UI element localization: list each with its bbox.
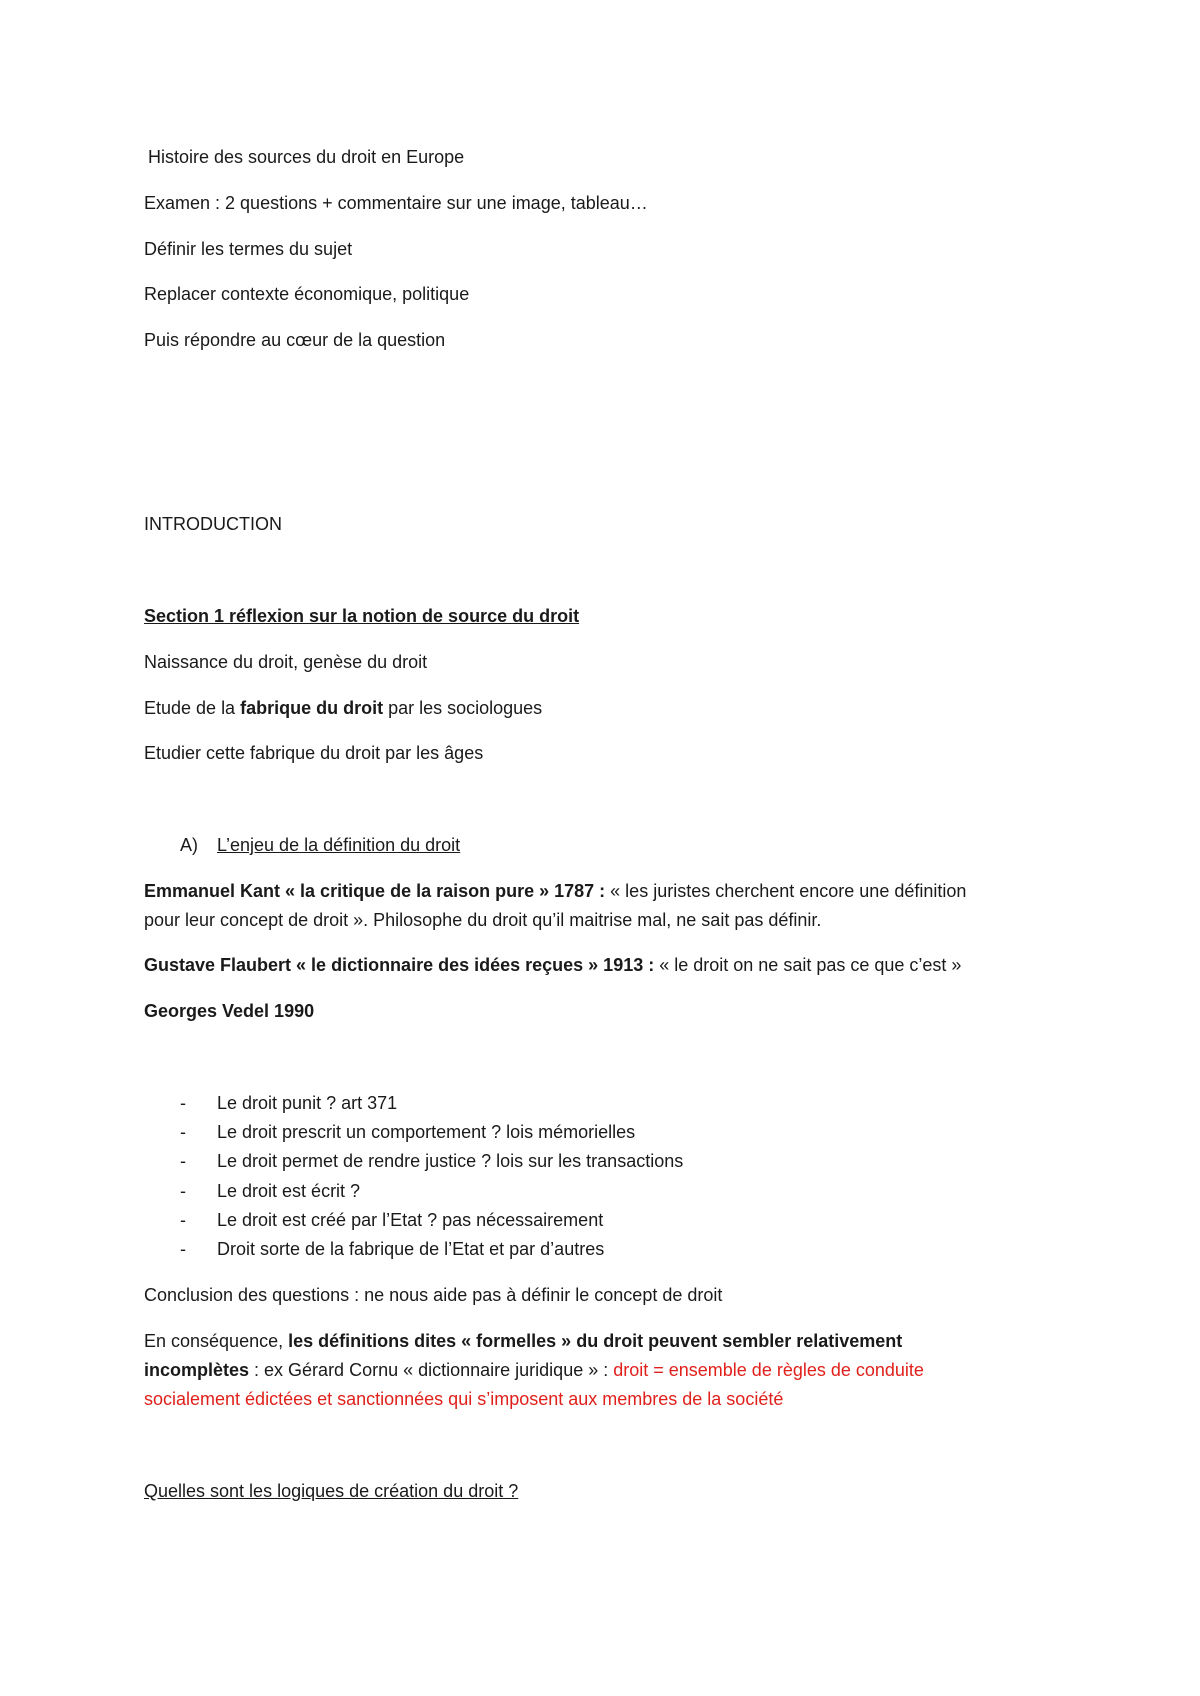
consequence-prefix: En conséquence,: [144, 1331, 289, 1351]
droit-definition-red-continued: socialement édictées et sanctionnées qui s’imposent aux membres de la société: [144, 1389, 784, 1409]
section-1-line-3: Etudier cette fabrique du droit par les âges: [144, 743, 484, 763]
conclusion-text: Conclusion des questions : ne nous aide pas à définir le concept de droit: [144, 1285, 723, 1305]
list-dash: -: [180, 1181, 186, 1201]
line-2-prefix: Etude de la: [144, 698, 241, 718]
document-title: Histoire des sources du droit en Europe: [148, 147, 465, 167]
method-step-2: Replacer contexte économique, politique: [144, 284, 470, 304]
fabrique-du-droit-emphasis: fabrique du droit: [240, 698, 384, 718]
line-2-suffix: par les sociologues: [383, 698, 543, 718]
consequence-line-1: [144, 1330, 902, 1352]
list-dash: -: [180, 1210, 186, 1230]
kant-quote: « les juristes cherchent encore une définition: [605, 881, 967, 901]
incomplete-emphasis: incomplètes: [144, 1360, 250, 1380]
closing-question: Quelles sont les logiques de création du droit ?: [144, 1481, 519, 1501]
kant-reference: Emmanuel Kant « la critique de la raison pure » 1787 :: [144, 881, 606, 901]
list-item-text: Droit sorte de la fabrique de l’Etat et par d’autres: [217, 1239, 605, 1259]
list-item-text: Le droit est créé par l’Etat ? pas nécessairement: [217, 1210, 604, 1230]
method-step-1: Définir les termes du sujet: [144, 239, 353, 259]
method-step-3: Puis répondre au cœur de la question: [144, 330, 446, 350]
flaubert-text: « le droit on ne sait pas ce que c’est »: [654, 955, 962, 975]
subsection-a-marker: A): [180, 835, 198, 855]
list-dash: -: [180, 1239, 186, 1259]
list-dash: -: [180, 1093, 186, 1113]
list-item-text: Le droit prescrit un comportement ? lois mémorielles: [217, 1122, 636, 1142]
kant-quote-line-2: pour leur concept de droit ». Philosophe du droit qu’il maitrise mal, ne sait pas définir.: [144, 910, 822, 930]
list-dash: -: [180, 1122, 186, 1142]
section-1-line-1: Naissance du droit, genèse du droit: [144, 652, 428, 672]
formal-definitions-emphasis: les définitions dites « formelles » du droit peuvent sembler relativement: [288, 1331, 903, 1351]
list-item-text: Le droit punit ? art 371: [217, 1093, 398, 1113]
cornu-reference: : ex Gérard Cornu « dictionnaire juridique » :: [249, 1360, 614, 1380]
list-item-text: Le droit permet de rendre justice ? lois sur les transactions: [217, 1151, 684, 1171]
flaubert-reference: Gustave Flaubert « le dictionnaire des idées reçues » 1913 :: [144, 955, 655, 975]
list-item-text: Le droit est écrit ?: [217, 1181, 361, 1201]
section-1-line-2: [144, 697, 542, 719]
exam-info: Examen : 2 questions + commentaire sur une image, tableau…: [144, 193, 648, 213]
consequence-line-2: [144, 1359, 924, 1381]
list-dash: -: [180, 1151, 186, 1171]
subsection-a-title: L’enjeu de la définition du droit: [217, 835, 461, 855]
droit-definition-red: droit = ensemble de règles de conduite: [613, 1360, 924, 1380]
introduction-heading: INTRODUCTION: [144, 514, 282, 534]
flaubert-quote: [144, 954, 961, 976]
vedel-reference: Georges Vedel 1990: [144, 1001, 315, 1021]
section-1-title: Section 1 réflexion sur la notion de source du droit: [144, 606, 580, 626]
subsection-a-heading: [180, 834, 460, 856]
kant-quote-line-1: [144, 880, 966, 902]
